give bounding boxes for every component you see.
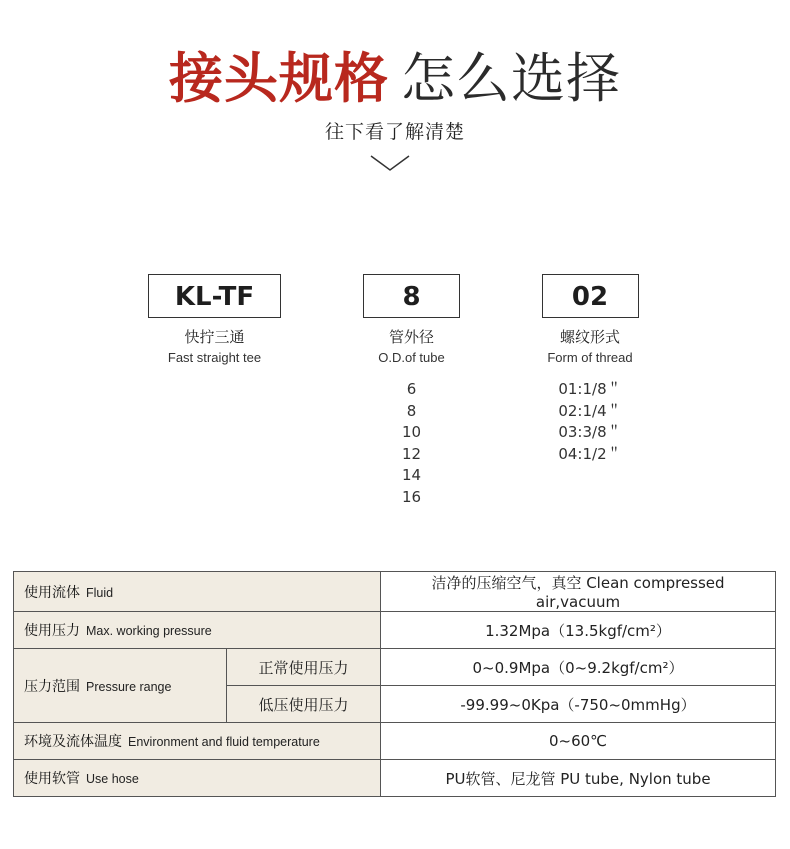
- table-row: [14, 572, 776, 612]
- list-item: 01:1/8＂: [558, 380, 622, 398]
- low-pressure-label: 低压使用压力: [227, 686, 381, 723]
- page-title: [0, 44, 790, 114]
- temperature-label: 环境及流体温度 Environment and fluid temperature: [14, 723, 381, 760]
- list-item: 12: [401, 444, 422, 463]
- fluid-value: 洁净的压缩空气，真空 Clean compressed air,vacuum: [381, 572, 776, 612]
- code-label-en: O.D.of tube: [378, 350, 445, 365]
- max-pressure-value: 1.32Mpa（13.5kgf/cm²）: [381, 612, 776, 649]
- normal-pressure-label: 正常使用压力: [227, 649, 381, 686]
- code-column-type: [148, 274, 281, 365]
- code-box-tube: 8: [363, 274, 460, 318]
- chevron-down-icon: [369, 150, 411, 174]
- title-rest: 怎么选择: [401, 47, 621, 110]
- list-item: 8: [406, 401, 417, 420]
- hose-value: PU软管、尼龙管 PU tube, Nylon tube: [381, 760, 776, 797]
- thread-list: [558, 379, 621, 465]
- code-label-en: Fast straight tee: [167, 350, 262, 365]
- table-row: [14, 649, 776, 686]
- table-row: [14, 760, 776, 797]
- tube-size-list: [363, 379, 460, 508]
- subtitle: 往下看了解清楚: [324, 121, 465, 143]
- code-box-thread: 02: [542, 274, 639, 318]
- low-pressure-value: -99.99~0Kpa（-750~0mmHg）: [381, 686, 776, 723]
- list-item: 14: [401, 466, 422, 484]
- code-box-type: KL-TF: [148, 274, 281, 318]
- code-column-tube: [363, 274, 460, 508]
- code-label-cn: 管外径: [388, 328, 434, 346]
- code-column-thread: [540, 274, 640, 465]
- code-label-cn: 快拧三通: [184, 328, 245, 346]
- pressure-range-label: 压力范围 Pressure range: [14, 649, 227, 723]
- table-row: [14, 612, 776, 649]
- list-item: 16: [401, 487, 422, 506]
- title-highlight: 接头规格: [169, 47, 389, 110]
- list-item: 02:1/4＂: [558, 401, 622, 420]
- fluid-label: 使用流体 Fluid: [14, 572, 381, 612]
- hose-label: 使用软管 Use hose: [14, 760, 381, 797]
- code-label-en: Form of thread: [547, 350, 633, 365]
- spec-table: [13, 571, 776, 797]
- code-label-cn: 螺纹形式: [559, 328, 620, 346]
- list-item: 6: [406, 380, 417, 398]
- temperature-value: 0~60℃: [381, 723, 776, 760]
- normal-pressure-value: 0~0.9Mpa（0~9.2kgf/cm²）: [381, 649, 776, 686]
- max-pressure-label: 使用压力 Max. working pressure: [14, 612, 381, 649]
- list-item: 03:3/8＂: [558, 423, 622, 441]
- list-item: 10: [401, 423, 422, 441]
- table-row: [14, 723, 776, 760]
- list-item: 04:1/2＂: [558, 444, 622, 463]
